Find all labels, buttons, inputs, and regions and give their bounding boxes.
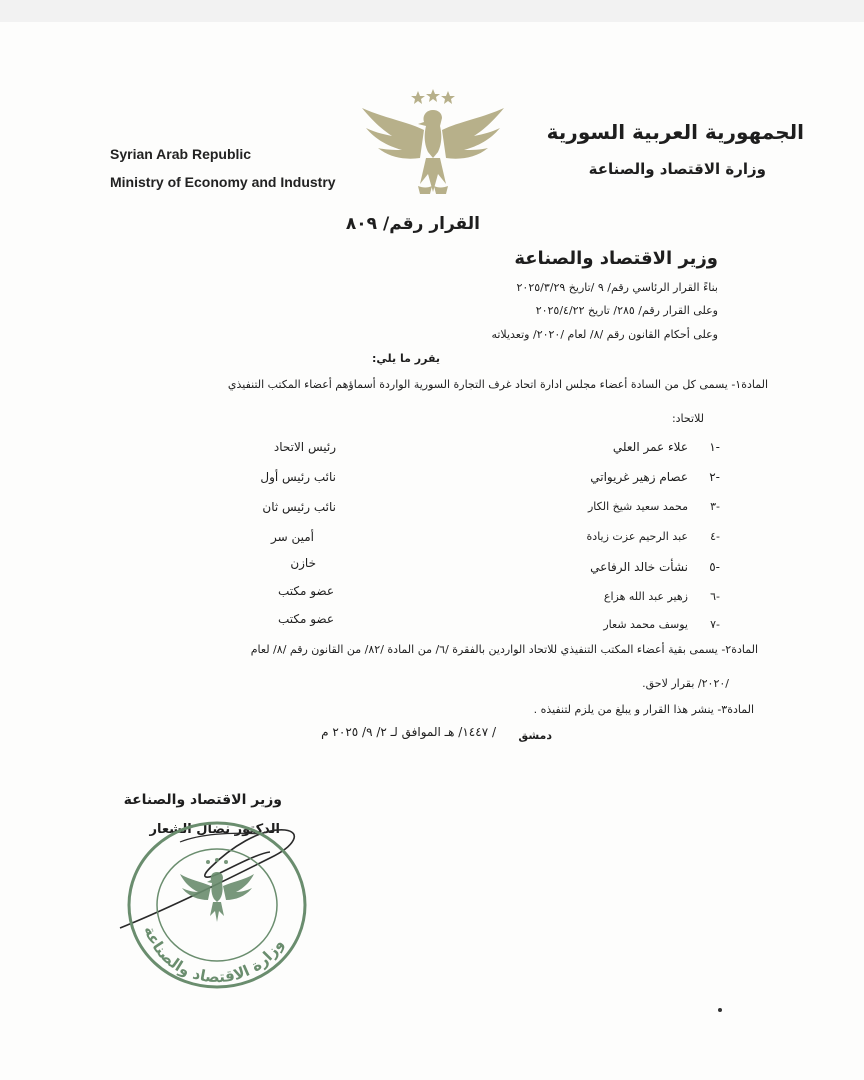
member-number: ٣- [710, 500, 720, 513]
member-role: عضو مكتب [277, 612, 334, 626]
member-row [380, 560, 720, 580]
member-number: ٥- [709, 560, 720, 574]
header-ministry-ar: وزارة الاقتصاد والصناعة [588, 160, 766, 178]
member-number: ٢- [709, 470, 720, 484]
member-name: علاء عمر العلي [612, 440, 688, 454]
member-name: زهير عبد الله هزاع [603, 590, 688, 603]
member-role: رئيس الاتحاد [273, 440, 336, 454]
header-country-en: Syrian Arab Republic [110, 146, 252, 162]
preamble-line: وعلى أحكام القانون رقم /٨/ لعام /٢٠٢٠/ وتعديلاته [491, 328, 718, 341]
member-name: عصام زهير غريواتي [590, 470, 688, 484]
preamble-line: بناءً القرار الرئاسي رقم/ ٩ /تاريخ ٢٠٢٥/٣/٢٩ [516, 281, 718, 294]
member-row [380, 500, 720, 520]
member-name: يوسف محمد شعار [603, 618, 688, 631]
member-row [380, 618, 720, 638]
ink-dot [718, 1008, 722, 1012]
member-name: نشأت خالد الرفاعي [590, 560, 688, 574]
member-role: نائب رئيس أول [260, 470, 336, 484]
preamble-line: وعلى القرار رقم/ ٢٨٥/ تاريخ ٢٠٢٥/٤/٢٢ [535, 304, 718, 317]
date-place: دمشق [518, 729, 552, 742]
member-name: محمد سعيد شيخ الكار [587, 500, 688, 513]
member-role: عضو مكتب [277, 584, 334, 598]
article-2-continuation: /٢٠٢٠/ بقرار لاحق. [642, 677, 729, 690]
member-role: نائب رئيس ثان [262, 500, 336, 514]
eagle-emblem-icon [358, 88, 508, 200]
member-row [380, 470, 720, 490]
article-2-text: المادة٢- يسمى بقية أعضاء المكتب التنفيذي للاتحاد الواردين بالفقرة /٦/ من المادة /٨٢/ من القانون رقم /٨/ لعام [250, 643, 758, 656]
decides-heading: يقرر ما يلي: [372, 352, 440, 365]
date-hijri-gregorian: / ١٤٤٧/ هـ الموافق لـ ٢/ ٩/ ٢٠٢٥ م [321, 725, 496, 739]
decision-number: القرار رقم/ ٨٠٩ [345, 214, 480, 234]
header-ministry-en: Ministry of Economy and Industry [110, 174, 336, 190]
member-row [380, 440, 720, 460]
svg-text:وزارة الاقتصاد والصناعة [141, 924, 288, 987]
signature-title: وزير الاقتصاد والصناعة [123, 792, 282, 808]
member-role: أمين سر [270, 530, 314, 544]
member-number: ٦- [710, 590, 720, 603]
member-number: ١- [709, 440, 720, 454]
article-1-text: المادة١- يسمى كل من السادة أعضاء مجلس ادارة اتحاد غرف التجارة السورية الواردة أسماؤهم أعضاء المكتب التنفيذي [227, 378, 768, 391]
member-number: ٧- [710, 618, 720, 631]
issuer-title: وزير الاقتصاد والصناعة [514, 248, 718, 269]
seal-text: وزارة الاقتصاد والصناعة [140, 923, 288, 987]
article-3-text: المادة٣- ينشر هذا القرار و يبلغ من يلزم لتنفيذه . [533, 703, 754, 716]
member-name: عبد الرحيم عزت زيادة [586, 530, 688, 543]
member-role: خازن [290, 556, 316, 570]
member-row [380, 530, 720, 550]
header-country-ar: الجمهورية العربية السورية [546, 120, 804, 144]
article-1-continuation: للاتحاد: [671, 412, 704, 425]
signature-name: الدكتور نضال الشعار [149, 822, 280, 837]
member-number: ٤- [710, 530, 720, 543]
member-row [380, 590, 720, 610]
official-seal-stamp [112, 810, 322, 1000]
